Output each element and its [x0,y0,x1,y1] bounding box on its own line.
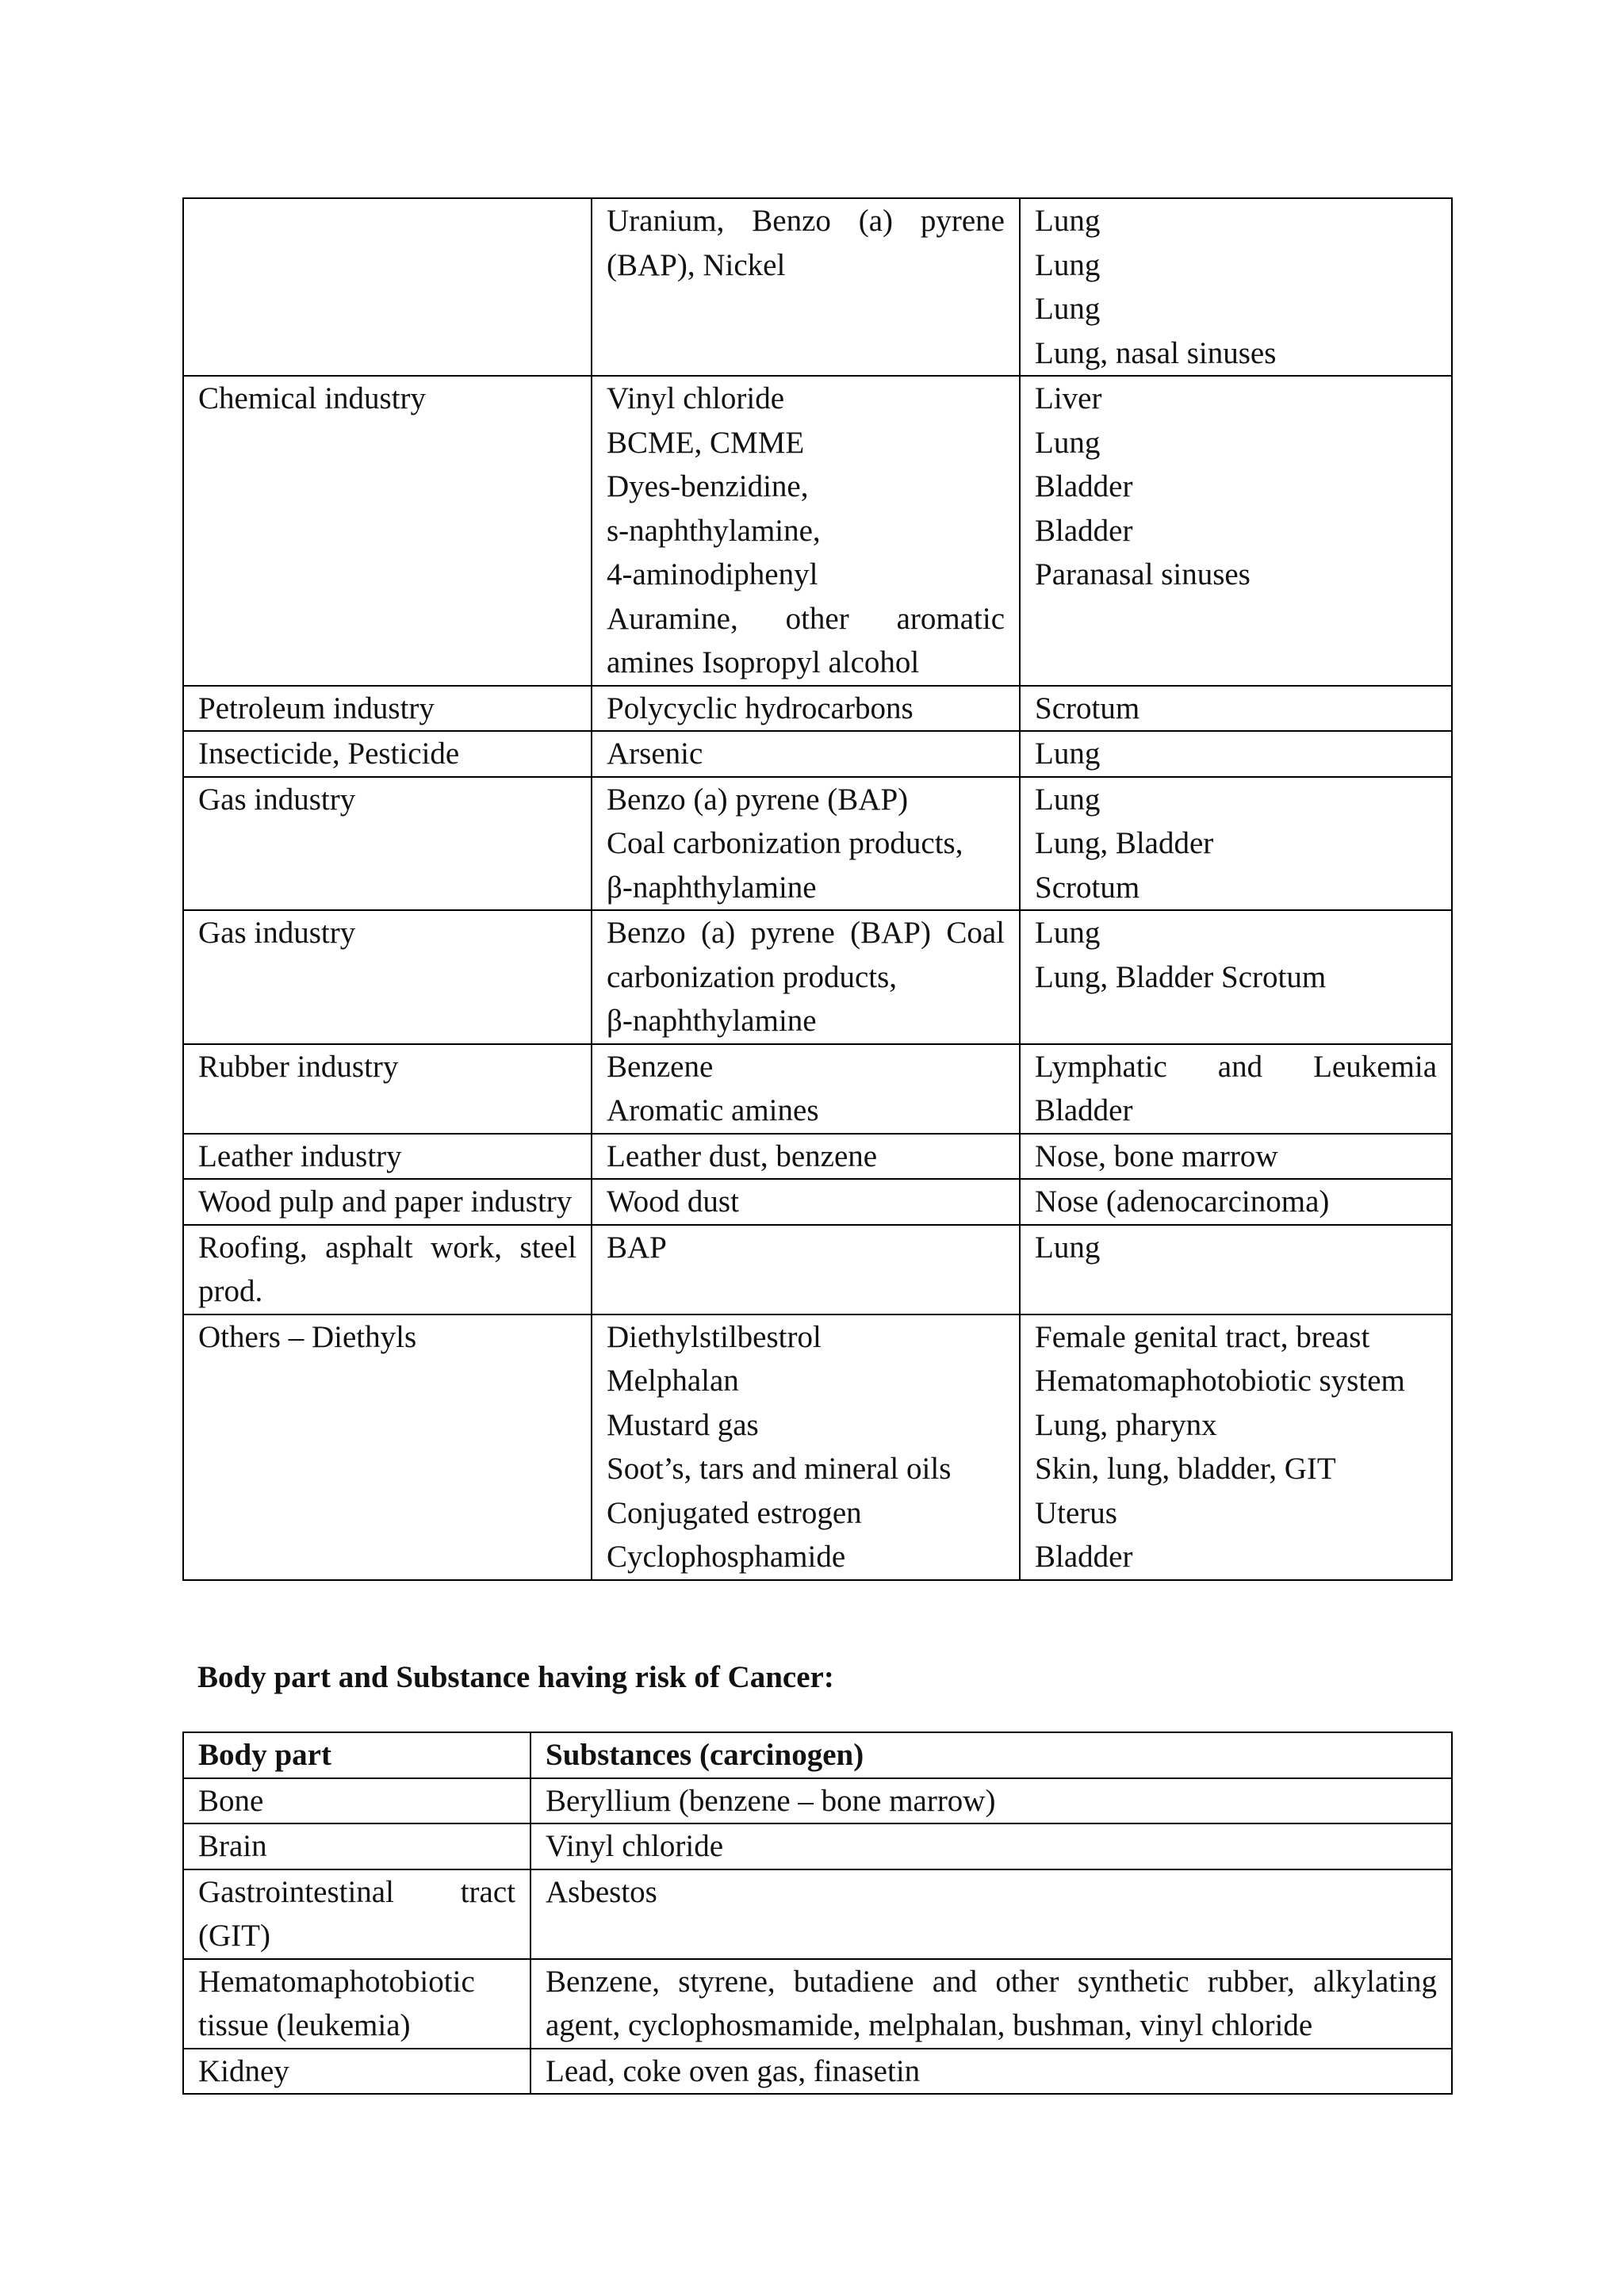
site-cell [1020,198,1452,376]
cell-line: Bladder [1035,513,1133,548]
substances-cell: Lead, coke oven gas, finasetin [530,2049,1452,2095]
table-row [183,686,1452,732]
body-part-cell: Brain [183,1823,530,1869]
agent-cell [592,1225,1020,1314]
cell-line: Gas industry [198,916,356,950]
body-part-carcinogen-table [182,1732,1453,2095]
table-row [183,777,1452,911]
industry-table-body [183,198,1452,1580]
table-row [183,1778,1452,1824]
industry-cell [183,1134,592,1180]
table-row [183,1959,1452,2049]
cell-line: Bladder [1035,469,1133,503]
substances-cell: Vinyl chloride [530,1823,1452,1869]
cell-line: Lung [1035,425,1101,460]
industry-carcinogen-table [182,197,1453,1581]
cell-line: Aromatic amines [607,1093,819,1127]
cell-line: Diethylstilbestrol [607,1319,822,1354]
cell-line: Mustard gas [607,1407,759,1442]
cell-line: Roofing, asphalt work, steel prod. [198,1230,576,1308]
cell-line: Lung [1035,247,1101,282]
cell-line: s-naphthylamine, [607,513,821,548]
cell-line: Cyclophosphamide [607,1540,846,1574]
cell-line: Chemical industry [198,381,427,415]
header-substances: Substances (carcinogen) [530,1732,1452,1778]
cell-line: Lung [1035,1230,1101,1265]
table-row [183,198,1452,376]
cell-line: Conjugated estrogen [607,1495,862,1530]
table-row [183,1134,1452,1180]
cell-line: Bladder [1035,1540,1133,1574]
cell-line: Female genital tract, breast [1035,1319,1370,1354]
header-body-part: Body part [183,1732,530,1778]
site-cell [1020,1134,1452,1180]
cell-line: Liver [1035,381,1102,415]
body-part-cell: Kidney [183,2049,530,2095]
table-row [183,1869,1452,1959]
industry-cell [183,731,592,777]
cell-line: Lung [1035,204,1101,238]
site-cell [1020,1179,1452,1225]
industry-cell [183,1179,592,1225]
cell-line: BAP [607,1230,667,1265]
cell-line: Skin, lung, bladder, GIT [1035,1452,1336,1486]
site-cell [1020,1225,1452,1314]
site-cell [1020,910,1452,1044]
table-row [183,1044,1452,1134]
body-part-cell: Hematomaphotobiotic tissue (leukemia) [183,1959,530,2049]
agent-cell [592,686,1020,732]
cell-line: Paranasal sinuses [1035,557,1251,591]
industry-cell [183,910,592,1044]
industry-cell [183,686,592,732]
substances-cell: Beryllium (benzene – bone marrow) [530,1778,1452,1824]
agent-cell [592,1134,1020,1180]
table-row [183,1314,1452,1580]
industry-cell [183,198,592,376]
section-heading: Body part and Substance having risk of Cancer: [197,1660,834,1694]
cell-line: Soot’s, tars and mineral oils [607,1452,952,1486]
cell-line: Nose (adenocarcinoma) [1035,1184,1330,1219]
agent-cell [592,910,1020,1044]
cell-line: Nose, bone marrow [1035,1138,1278,1173]
cell-line: Lung, Bladder [1035,826,1214,860]
agent-cell [592,198,1020,376]
table-row [183,1823,1452,1869]
agent-cell [592,1314,1020,1580]
agent-cell [592,1044,1020,1134]
cell-line: Lung [1035,292,1101,326]
cell-line: Benzene [607,1049,714,1084]
table-row [183,1179,1452,1225]
industry-cell [183,376,592,686]
cell-line: Leather industry [198,1138,402,1173]
industry-cell [183,1314,592,1580]
table-row [183,2049,1452,2095]
cell-line: Petroleum industry [198,691,435,725]
industry-cell [183,1225,592,1314]
table-row [183,910,1452,1044]
cell-line: Hematomaphotobiotic system [1035,1364,1405,1398]
cell-line: Gas industry [198,782,356,817]
agent-cell [592,777,1020,911]
agent-cell [592,376,1020,686]
cell-line: Lymphatic and Leukemia Bladder [1035,1049,1437,1127]
cell-line: Lung, pharynx [1035,1407,1217,1442]
cell-line: Benzo (a) pyrene (BAP) Coal carbonization products, [607,916,1005,994]
cell-line: Melphalan [607,1364,739,1398]
cell-line: β-naphthylamine [607,870,817,905]
body-part-cell: Bone [183,1778,530,1824]
cell-line: Dyes-benzidine, [607,469,809,503]
table-row [183,376,1452,686]
site-cell [1020,686,1452,732]
cell-line: Vinyl chloride [607,381,785,415]
cell-line: Wood dust [607,1184,739,1219]
cell-line: Lung, nasal sinuses [1035,335,1277,370]
cell-line: Lung [1035,737,1101,771]
table-header-row [183,1732,1452,1778]
site-cell [1020,376,1452,686]
cell-line: 4-aminodiphenyl [607,557,818,591]
cell-line: Lung [1035,782,1101,817]
cell-line: Rubber industry [198,1049,399,1084]
site-cell [1020,731,1452,777]
cell-line: Leather dust, benzene [607,1138,878,1173]
substances-cell: Asbestos [530,1869,1452,1959]
cell-line: Scrotum [1035,691,1140,725]
cell-line: Uranium, Benzo (a) pyrene (BAP), Nickel [607,204,1005,282]
table-row [183,731,1452,777]
cell-line: Coal carbonization products, [607,826,963,860]
cell-line: Lung, Bladder Scrotum [1035,959,1327,994]
agent-cell [592,1179,1020,1225]
body-part-cell: Gastrointestinal tract (GIT) [183,1869,530,1959]
cell-line: BCME, CMME [607,425,805,460]
cell-line: Scrotum [1035,870,1140,905]
cell-line: Polycyclic hydrocarbons [607,691,914,725]
site-cell [1020,1044,1452,1134]
table-row [183,1225,1452,1314]
site-cell [1020,1314,1452,1580]
site-cell [1020,777,1452,911]
industry-cell [183,1044,592,1134]
cell-line: Auramine, other aromatic amines Isopropyl alcohol [607,601,1005,679]
substances-cell: Benzene, styrene, butadiene and other synthetic rubber, alkylating agent, cyclophosmamide, melphalan, bushman, vinyl chloride [530,1959,1452,2049]
body-table-body [183,1778,1452,2095]
cell-line: Wood pulp and paper industry [198,1184,573,1219]
cell-line: Others – Diethyls [198,1319,417,1354]
cell-line: β-naphthylamine [607,1004,817,1038]
cell-line: Lung [1035,916,1101,950]
industry-cell [183,777,592,911]
cell-line: Benzo (a) pyrene (BAP) [607,782,909,817]
cell-line: Uterus [1035,1495,1117,1530]
agent-cell [592,731,1020,777]
cell-line: Insecticide, Pesticide [198,737,460,771]
cell-line: Arsenic [607,737,703,771]
